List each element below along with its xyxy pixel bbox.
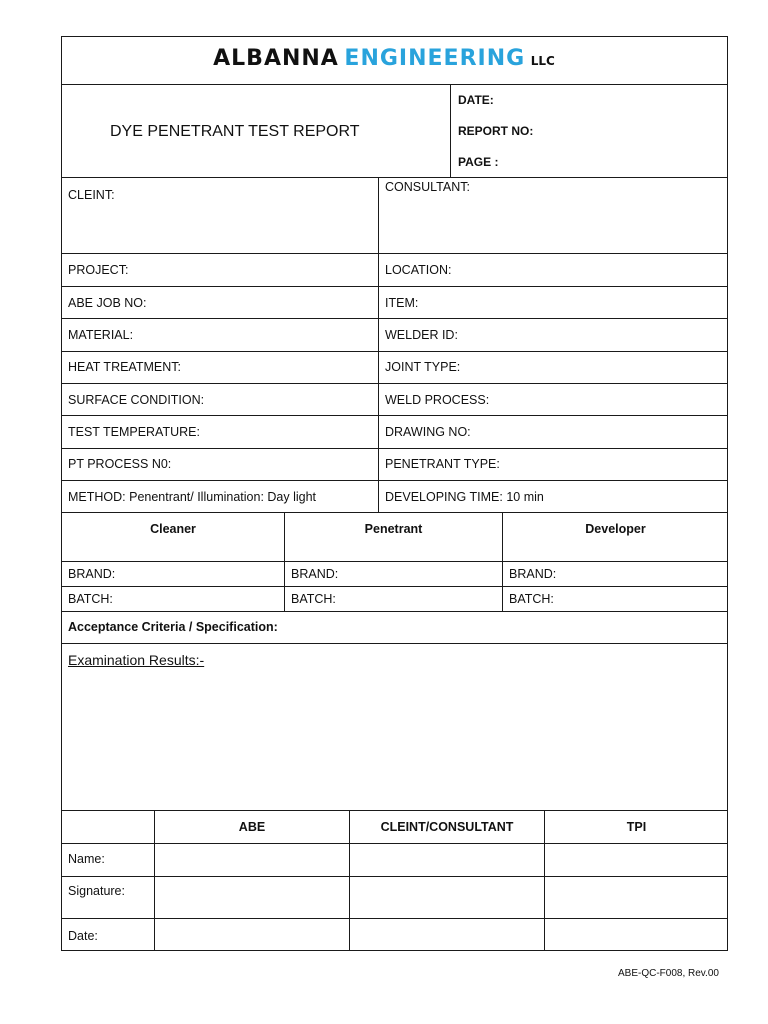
rule <box>61 876 728 877</box>
test-temperature-label: TEST TEMPERATURE: <box>68 425 200 439</box>
rule <box>61 177 728 178</box>
company-name-part-1: ALBANNA <box>213 46 339 71</box>
rule <box>61 480 728 481</box>
rule <box>61 351 728 352</box>
signoff-column-header: TPI <box>626 820 647 834</box>
rule <box>61 561 728 562</box>
signoff-column-header: ABE <box>238 820 266 834</box>
acceptance-criteria-label: Acceptance Criteria / Specification: <box>68 620 278 634</box>
signoff-row-label: Signature: <box>68 884 125 898</box>
rule <box>61 253 728 254</box>
rule <box>61 918 728 919</box>
rule <box>61 643 728 644</box>
rule <box>61 448 728 449</box>
material-column-header: Penetrant <box>364 522 423 536</box>
developing-time-label: DEVELOPING TIME: 10 min <box>385 490 544 504</box>
material-label: MATERIAL: <box>68 328 134 342</box>
rule <box>61 415 728 416</box>
company-logo <box>0 46 768 71</box>
penetrant-batch-label: BATCH: <box>291 592 336 606</box>
welder-id-label: WELDER ID: <box>385 328 458 342</box>
consultant-label: CONSULTANT: <box>385 180 470 194</box>
material-column-header: Cleaner <box>150 522 196 536</box>
item-label: ITEM: <box>385 296 419 310</box>
examination-results-label: Examination Results:- <box>68 652 205 668</box>
rule <box>61 843 728 844</box>
divider <box>378 177 379 512</box>
rule <box>61 586 728 587</box>
rule <box>61 512 728 513</box>
signoff-row-label: Name: <box>68 852 105 866</box>
developer-batch-label: BATCH: <box>509 592 554 606</box>
date-label: DATE: <box>458 93 494 107</box>
surface-condition-label: SURFACE CONDITION: <box>68 393 205 407</box>
pt-process-label: PT PROCESS N0: <box>68 457 172 471</box>
company-suffix: LLC <box>530 54 555 68</box>
weld-process-label: WELD PROCESS: <box>385 393 490 407</box>
page-label: PAGE : <box>458 155 499 169</box>
report-no-label: REPORT NO: <box>458 124 534 138</box>
company-name-part-2: ENGINEERING <box>344 46 526 71</box>
heat-treatment-label: HEAT TREATMENT: <box>68 360 181 374</box>
signoff-row-label: Date: <box>68 929 98 943</box>
drawing-no-label: DRAWING NO: <box>385 425 471 439</box>
rule <box>61 84 728 85</box>
material-column-header: Developer <box>585 522 646 536</box>
joint-type-label: JOINT TYPE: <box>385 360 461 374</box>
penetrant-brand-label: BRAND: <box>291 567 339 581</box>
signoff-column-header: CLEINT/CONSULTANT <box>380 820 514 834</box>
divider <box>450 84 451 177</box>
location-label: LOCATION: <box>385 263 452 277</box>
rule <box>61 318 728 319</box>
cleaner-brand-label: BRAND: <box>68 567 116 581</box>
penetrant-type-label: PENETRANT TYPE: <box>385 457 500 471</box>
project-label: PROJECT: <box>68 263 129 277</box>
job-no-label: ABE JOB NO: <box>68 296 147 310</box>
rule <box>61 611 728 612</box>
rule <box>61 810 728 811</box>
document-reference: ABE-QC-F008, Rev.00 <box>618 968 719 979</box>
report-title: DYE PENETRANT TEST REPORT <box>110 123 360 140</box>
client-label: CLEINT: <box>68 188 115 202</box>
method-label: METHOD: Penentrant/ Illumination: Day light <box>68 490 317 504</box>
developer-brand-label: BRAND: <box>509 567 557 581</box>
rule <box>61 286 728 287</box>
rule <box>61 383 728 384</box>
cleaner-batch-label: BATCH: <box>68 592 113 606</box>
